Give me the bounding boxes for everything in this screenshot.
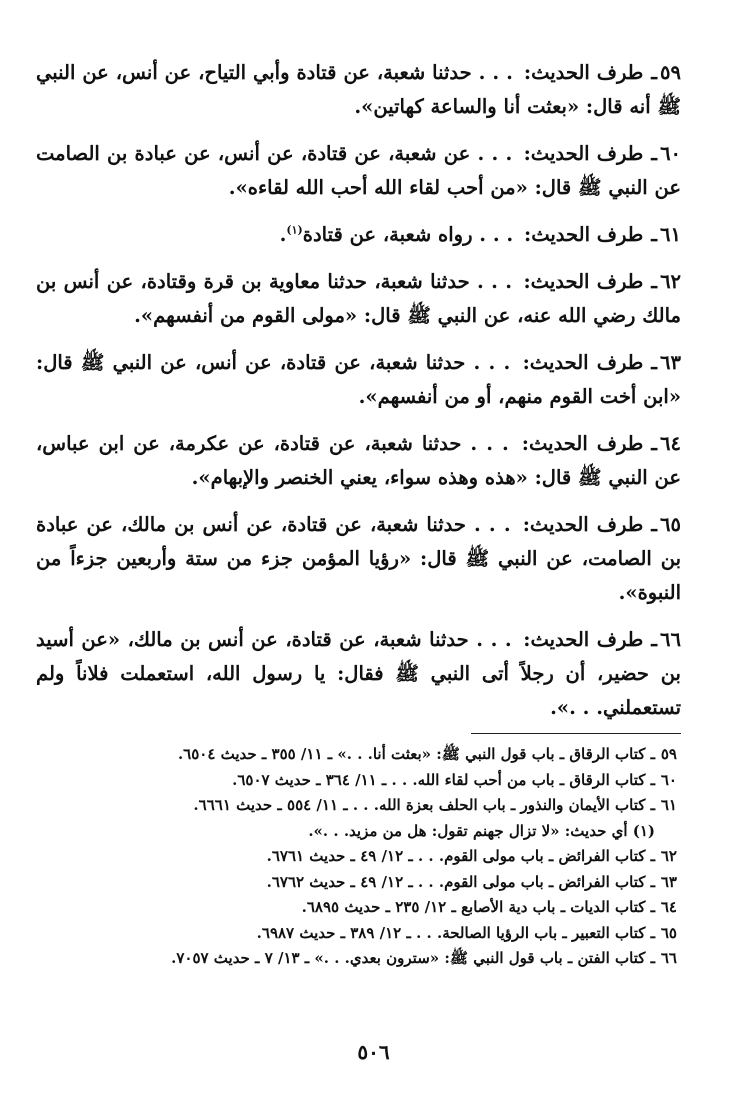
footnote-text: كتاب الأيمان والنذور ـ باب الحلف بعزة الله. . . ـ ١١/ ٥٥٤ ـ حديث ٦٦٦١. (193, 796, 646, 814)
entry-text: . . . حدثنا شعبة، عن قتادة وأبي التياح، عن أنس، عن النبي ﷺ أنه قال: «بعثت أنا والساعة كهاتين». (36, 61, 681, 118)
entry-number: ٦٣ (660, 351, 681, 374)
entry-text: . . . عن شعبة، عن قتادة، عن أنس، عن عبادة بن الصامت عن النبي ﷺ قال: «من أحب لقاء الله أحب الله لقاءه». (36, 142, 681, 199)
footnote-line (36, 946, 677, 972)
footnotes (36, 742, 677, 972)
footnote-reference: (١) (286, 223, 303, 237)
entry-label: طرف الحديث: (523, 142, 644, 165)
hadith-entry (36, 427, 681, 495)
footnote-divider (471, 733, 681, 734)
footnote-number: ٦١ (660, 796, 677, 814)
footnote-text: كتاب الديات ـ باب دية الأصابع ـ ١٢/ ٢٣٥ ـ حديث ٦٨٩٥. (301, 898, 646, 916)
footnote-text: كتاب الفرائض ـ باب مولى القوم. . . ـ ١٢/ ٤٩ ـ حديث ٦٧٦١. (266, 847, 646, 865)
entry-number: ٥٩ (660, 61, 681, 84)
entry-text: . . . حدثنا شعبة، عن قتادة، عن عكرمة، عن ابن عباس، عن النبي ﷺ قال: «هذه وهذه سواء، يعني الخنصر والإبهام». (36, 432, 681, 489)
entry-number: ٦٤ (660, 432, 681, 455)
entry-number: ٦٢ (660, 270, 682, 293)
entry-dash: ـ (651, 628, 657, 651)
entry-number: ٦٥ (660, 513, 681, 536)
footnote-text: كتاب الفتن ـ باب قول النبي ﷺ: «سترون بعدي. . .» ـ ١٣/ ٧ ـ حديث ٧٠٥٧. (171, 949, 646, 967)
footnote-dash: ـ (645, 872, 655, 891)
footnote-dash: ـ (645, 796, 655, 814)
footnote-text: كتاب الفرائض ـ باب مولى القوم. . . ـ ١٢/ ٤٩ ـ حديث ٦٧٦٢. (266, 872, 646, 891)
entry-dash: ـ (651, 61, 657, 84)
entry-dash: ـ (651, 270, 658, 293)
entry-label: طرف الحديث: (521, 432, 644, 455)
entry-number: ٦١ (660, 223, 681, 246)
hadith-entry (36, 346, 681, 414)
footnote-number: ٦٥ (660, 923, 677, 942)
footnote-number: ٦٦ (660, 949, 677, 967)
footnote-dash: ـ (645, 923, 655, 942)
footnote-number: ٥٩ (660, 745, 677, 763)
hadith-entries (36, 56, 681, 738)
entry-label: طرف الحديث: (523, 628, 644, 651)
page-number: ٥٠٦ (357, 1040, 390, 1064)
footnote-dash: ـ (645, 847, 655, 865)
entry-dash: ـ (651, 513, 657, 536)
footnote-number: ٦٤ (660, 898, 677, 916)
entry-number: ٦٦ (660, 628, 681, 651)
entry-text: . . . حدثنا شعبة، عن قتادة، عن أنس بن مالك، «عن أسيد بن حضير، أن رجلاً أتى النبي ﷺ فقال: يا رسول الله، استعملت فلاناً ولم تستعملني. . .». (36, 628, 681, 719)
entry-dash: ـ (651, 142, 658, 165)
footnote-line (36, 819, 677, 845)
entry-label: طرف الحديث: (522, 513, 644, 536)
entry-text: . . . حدثنا شعبة، عن قتادة، عن أنس بن مالك، عن عبادة بن الصامت، عن النبي ﷺ قال: «رؤيا المؤمن جزء من ستة وأربعين جزءاً من النبوة». (36, 513, 681, 604)
entry-label: طرف الحديث: (523, 270, 644, 293)
footnote-line (36, 870, 677, 896)
hadith-entry (36, 265, 681, 333)
footnote-dash: ـ (645, 745, 655, 763)
footnote-text: أي حديث: «لا تزال جهنم تقول: هل من مزيد. . .». (308, 821, 628, 840)
entry-dash: ـ (651, 351, 657, 374)
footnote-line (36, 921, 677, 947)
entry-text: . . . حدثنا شعبة، عن قتادة، عن أنس، عن النبي ﷺ قال: «ابن أخت القوم منهم، أو من أنفسهم». (36, 351, 681, 408)
footnote-line (36, 742, 677, 768)
footnote-text: كتاب التعبير ـ باب الرؤيا الصالحة. . . ـ ١٢/ ٣٨٩ ـ حديث ٦٩٨٧. (256, 923, 646, 942)
entry-text: . . . حدثنا شعبة، حدثنا معاوية بن قرة وقتادة، عن أنس بن مالك رضي الله عنه، عن النبي ﷺ قال: «مولى القوم من أنفسهم». (36, 270, 681, 327)
footnote-dash: ـ (645, 949, 655, 967)
hadith-entry (36, 508, 681, 610)
footnote-line (36, 895, 677, 921)
footnote-dash: ـ (645, 770, 655, 789)
entry-tail: . (279, 223, 287, 246)
footnote-number: ٦٣ (660, 872, 677, 891)
hadith-entry (36, 218, 681, 252)
footnote-number: ٦٠ (660, 770, 677, 789)
hadith-entry (36, 137, 681, 205)
hadith-entry (36, 56, 681, 124)
footnote-number: (١) (632, 821, 655, 840)
entry-dash: ـ (651, 432, 657, 455)
footnote-line (36, 844, 677, 870)
entry-number: ٦٠ (660, 142, 682, 165)
entry-text: . . . رواه شعبة، عن قتادة (302, 223, 514, 246)
entry-dash: ـ (651, 223, 657, 246)
entry-label: طرف الحديث: (524, 223, 644, 246)
entry-label: طرف الحديث: (522, 351, 644, 374)
footnote-text: كتاب الرقاق ـ باب من أحب لقاء الله. . . ـ ١١/ ٣٦٤ ـ حديث ٦٥٠٧. (232, 770, 646, 789)
entry-label: طرف الحديث: (523, 61, 644, 84)
footnote-text: كتاب الرقاق ـ باب قول النبي ﷺ: «بعثت أنا. . .» ـ ١١/ ٣٥٥ ـ حديث ٦٥٠٤. (177, 745, 646, 763)
footnote-dash: ـ (645, 898, 655, 916)
footnote-line (36, 768, 677, 794)
footnote-line (36, 793, 677, 819)
hadith-entry (36, 623, 681, 725)
footnote-number: ٦٢ (660, 847, 677, 865)
